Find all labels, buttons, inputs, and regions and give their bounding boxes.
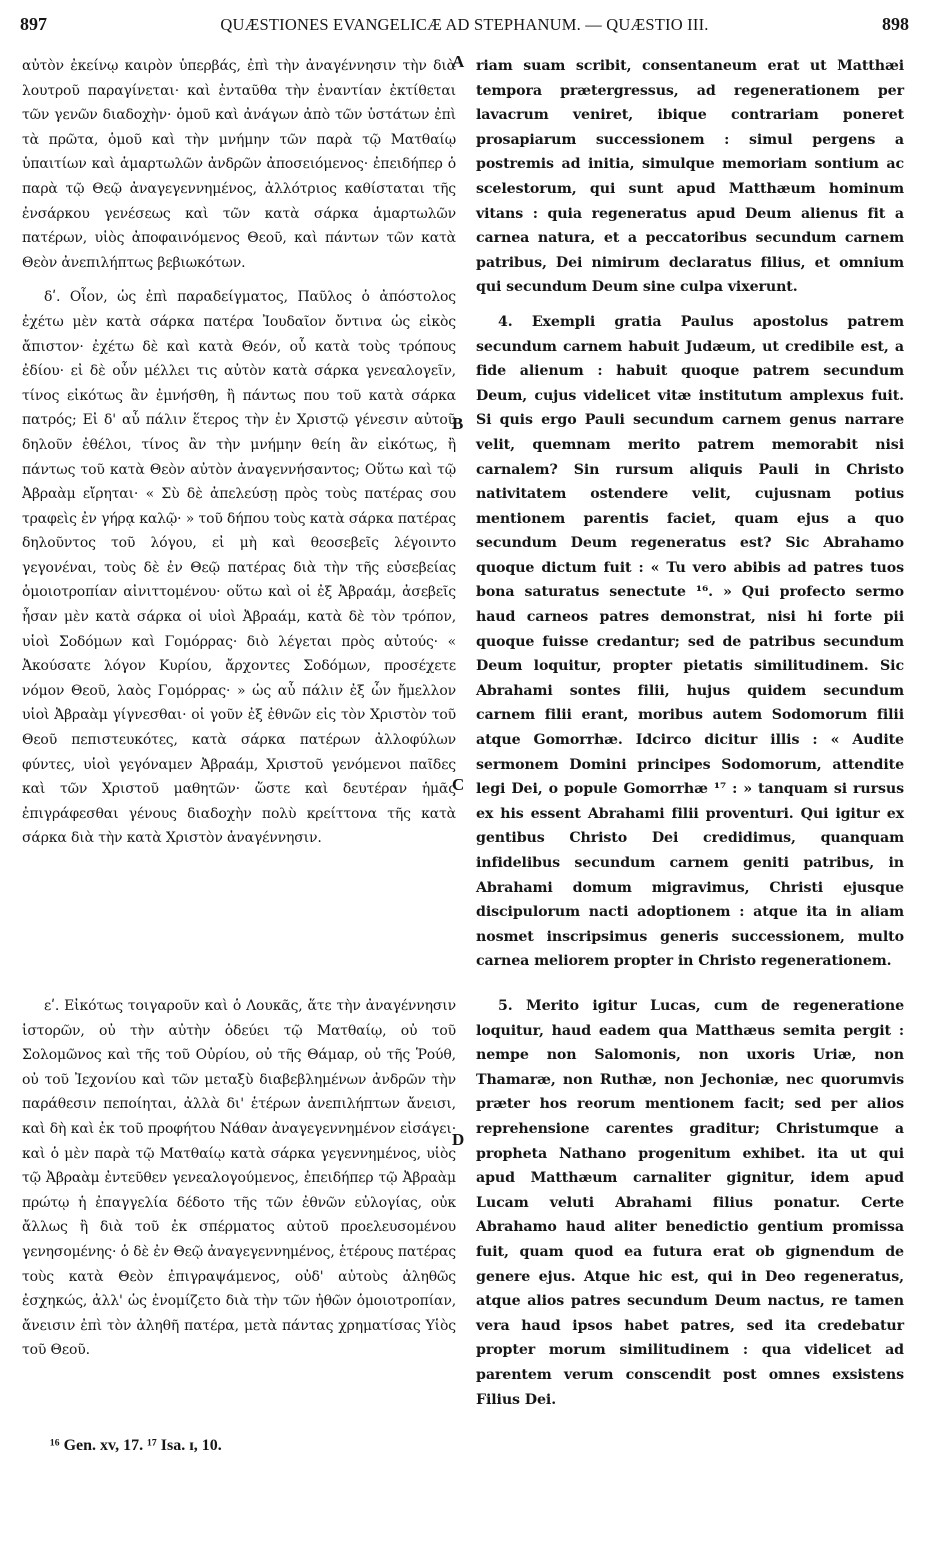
running-title: QUÆSTIONES EVANGELICÆ AD STEPHANUM. — QUÆSTIO III. [220,15,709,34]
margin-marker-c: C [452,775,465,794]
greek-paragraph: δʹ. Οἷον, ὡς ἐπὶ παραδείγματος, Παῦλος ὁ ἀπόστολος ἐχέτω μὲν κατὰ σάρκα πατέρα Ἰουδαῖον ὄντινα ὡς εἰκὸς ἄπιστον· ἐχέτω δὲ καὶ κατὰ Θεόν, οὗ κατὰ τοὺς τρόπους ἐδίου· εἰ δὲ οὖν μέλλει τις αὐτὸν κατὰ σάρκα γενεαλογεῖν, τίνος εἰκότως ἂν ἐμνήσθη, ἢ πάντως που τοῦ κατὰ σάρκα πατρός; Εἰ δ' αὖ πάλιν ἕτερος τὴν ἐν Χριστῷ γένεσιν αὐτοῦ δηλοῦν ἐθέλοι, τίνος ἂν τὴν μνήμην θείη ἂν εἰκότως, ἢ πάντως τοῦ κατὰ Θεὸν αὐτὸν ἀναγεννήσαντος; Οὕτω καὶ τῷ Ἀβραὰμ εἴρηται· « Σὺ δὲ ἀπελεύσῃ πρὸς τοὺς πατέρας σου τραφεὶς ἐν γήρᾳ καλῷ· » τοῦ δήπου τοὺς κατὰ σάρκα πατέρας δηλοῦντος τοῦ λόγου, εἰ μὴ καὶ θεοσεβεῖς λέγοιντο γεγονέναι, τοὺς δὲ ἐν Θεῷ πατέρας διὰ τὴν τῆς εὐσεβείας ὁμοιοτροπίαν αἰνιττομένου· οὕτω καὶ οἱ ἐξ Ἀβραάμ, ἀσεβεῖς ἦσαν μὲν κατὰ σάρκα οἱ υἱοὶ Ἀβραάμ, κατὰ δὲ τὸν τρόπον, υἱοὶ Σοδόμων καὶ Γομόρρας· διὸ λέγεται πρὸς αὐτούς· « Ἀκούσατε λόγον Κυρίου, ἄρχοντες Σοδόμων, προσέχετε νόμον Θεοῦ, λαὸς Γομόρρας· » ὡς αὖ πάλιν ἐξ ὧν ἤμελλον υἱοὶ Ἀβραὰμ γίγνεσθαι· οἱ γοῦν ἐξ ἐθνῶν εἰς τὸν Χριστὸν τοῦ Θεοῦ πεπιστευκότες, κατὰ σάρκα πατέρων ἀλλοφύλων φύντες, υἱοὶ γεγόναμεν Ἀβραάμ, Χριστοῦ γενόμενοι παῖδες καὶ τῶν Χριστοῦ μαθητῶν· ὥστε καὶ δευτέραν ἡμᾶς ἐπιγράφεσθαι γένους διαδοχὴν πολὺ κρείττονα τῆς κατὰ σάρκα διὰ τὴν κατὰ Χριστὸν ἀναγέννησιν. [22,289,456,847]
greek-paragraph: εʹ. Εἰκότως τοιγαροῦν καὶ ὁ Λουκᾶς, ἅτε τὴν ἀναγέννησιν ἱστορῶν, οὐ τὴν αὐτὴν ὁδεύει τῷ Ματθαίῳ, οὐ τοῦ Σολομῶνος καὶ τῆς τοῦ Οὐρίου, οὐ τῆς Θάμαρ, οὐ τῆς Ῥούθ, οὐ τοῦ Ἰεχονίου καὶ τῶν μεταξὺ διαβεβλημένων ἀνδρῶν τὴν παράθεσιν πεποίηται, ἀλλὰ δι' ἑτέρων ἀνεπιλήπτων ἄνεισι, καὶ δὴ καὶ ἐκ τοῦ προφήτου Νάθαν ἀναγεγεννημένον εἰσάγει· καὶ ὁ μὲν παρὰ τῷ Ματθαίῳ κατὰ σάρκα γεγεννημένος, υἱὸς τῷ Ἀβραὰμ ἐντεῦθεν γενεαλογούμενος, ἐπειδήπερ τῷ Ἀβραὰμ πρώτῳ ἡ ἐπαγγελία δέδοτο τῆς τῶν ἐθνῶν εὐλογίας, οὐκ ἄλλως ἢ διὰ τοῦ ἐκ σπέρματος αὐτοῦ προελευσομένου γενησομένης· ὁ δὲ ἐν Θεῷ ἀναγεγεννημένος, ἑτέρους πατέρας τοὺς κατὰ Θεὸν ἐπιγραψάμενος, οὐδ' αὐτοὺς ἀληθῶς ἐσχηκώς, ἀλλ' ὡς ἐνομίζετο διὰ τὴν τῶν ἠθῶν ὁμοιοτροπίαν, ἄνεισιν ἐπὶ τὸν ἀληθῆ πατέρα, μετὰ πάντας χρηματίσας Υἱὸς τοῦ Θεοῦ. [22,998,456,1359]
page-number-right: 898 [882,14,909,34]
latin-column [476,54,904,974]
greek-column-lower [22,994,456,1363]
margin-marker-a: A [452,52,465,71]
latin-paragraph: 4. Exempli gratia Paulus apostolus patrem secundum carnem habuit Judæum, ut credibile est, a fide alienum : habuit quoque patrem secundum Deum, cujus videlicet vitæ institutum amplexus fuit. Si quis ergo Pauli secundum carnem genus narrare velit, quemnam merito patrem memorabit nisi carnalem? Sin rursum aliquis Pauli in Christo nativitatem ostendere velit, cujusnam potius mentionem parentis faciet, quam ejus a quo secundum Deum regeneratus est? Sic Abrahamo quoque dictum fuit : « Tu vero abibis ad patres tuos bona saturatus senectute ¹⁶. » Qui profecto sermo haud carneos patres demonstrat, nisi hi forte pii quoque fuisse credantur; sed de patribus secundum Deum loquitur, propter pietatis similitudinem. Sic Abrahami sontes filii, hujus quidem secundum carnem filii erant, moribus autem Sodomorum filii atque Gomorrhæ. Idcirco dicitur illis : « Audite sermonem Domini principes Sodomorum, attendite legi Dei, o popule Gomorrhæ ¹⁷ : » tanquam si rursus ex his essent Abrahami filii proventuri. Qui igitur ex gentibus Christo Dei credidimus, quanquam infidelibus secundum carnem geniti patribus, in Abrahami domum migravimus, Christi ejusque discipulorum nacti adoptionem : atque ita in aliam nosmet inscripsimus generis successionem, multo carnea meliorem propter in Christo regenerationem. [476,313,904,970]
page-header [14,14,915,42]
page-number-left: 897 [20,14,47,34]
greek-column [22,54,456,851]
footnotes: ¹⁶ Gen. xv, 17. ¹⁷ Isa. ɪ, 10. [50,1437,222,1454]
latin-paragraph: 5. Merito igitur Lucas, cum de regeneratione loquitur, haud eadem qua Matthæus semita pergit : nempe non Salomonis, non uxoris Uriæ, non Thamaræ, non Ruthæ, non Jechoniæ, nec quorumvis præter hos reorum mentionem facit; sed per alios reprehensione carentes graditur; Christumque a propheta Nathano progenitum exhibet. ita ut qui apud Matthæum carnaliter gignitur, idem apud Lucam veluti Abrahami filius ponatur. Certe Abrahamo haud aliter benedictio gentium promissa fuit, quam quod ea futura erat ob gignendum de genere ejus. Atque hic est, qui in Deo regeneratus, atque alios patres secundum Deum nactus, re tamen vera haud ipsos habet patres, sed ita credebatur propter morum similitudinem : qua videlicet ad parentem verum conscendit post omnes exsistens Filius Dei. [476,998,904,1408]
greek-paragraph: αὐτὸν ἐκείνῳ καιρὸν ὑπερβάς, ἐπὶ τὴν ἀναγέννησιν τὴν διὰ λουτροῦ παραγίνεται· καὶ ἐνταῦθα τὴν ἐναντίαν ἐκτίθεται τῶν γενῶν διαδοχὴν· ὁμοῦ καὶ ἀνάγων ἀπὸ τῶν ὑστάτων ἐπὶ τὰ πρῶτα, ὁμοῦ καὶ τὴν μνήμην τῶν παρὰ τῷ Ματθαίῳ ὑπαιτίων καὶ ἁμαρτωλῶν ἀνδρῶν ἀποσειόμενος· ἐπειδήπερ ὁ παρὰ τῷ Θεῷ ἀναγεγεννημένος, ἀλλότριος καθίσταται τῆς ἐνσάρκου γενέσεως καὶ τῶν κατὰ σάρκα ἁμαρτωλῶν πατέρων, υἱὸς ἀποφαινόμενος Θεοῦ, καὶ πάντων τῶν κατὰ Θεὸν ἀνεπιλήπτως βεβιωκότων. [22,58,456,271]
margin-marker-b: B [452,414,464,433]
latin-column-lower [476,994,904,1412]
margin-marker-d: D [452,1130,465,1149]
latin-paragraph: riam suam scribit, consentaneum erat ut Matthæi tempora prætergressus, ad regenerationem per lavacrum veniret, ibique contrariam poneret prosapiarum successionem : simul pergens a postremis ad initia, simulque memoriam sontium ac scelestorum, qui sunt apud Matthæum hominum vitans : quia regeneratus apud Deum alienus fit a carnea natura, et a peccatoribus secundum carnem patribus, Dei nimirum declaratus filius, et omnium qui secundum Deum sine culpa vixerunt. [476,58,904,296]
